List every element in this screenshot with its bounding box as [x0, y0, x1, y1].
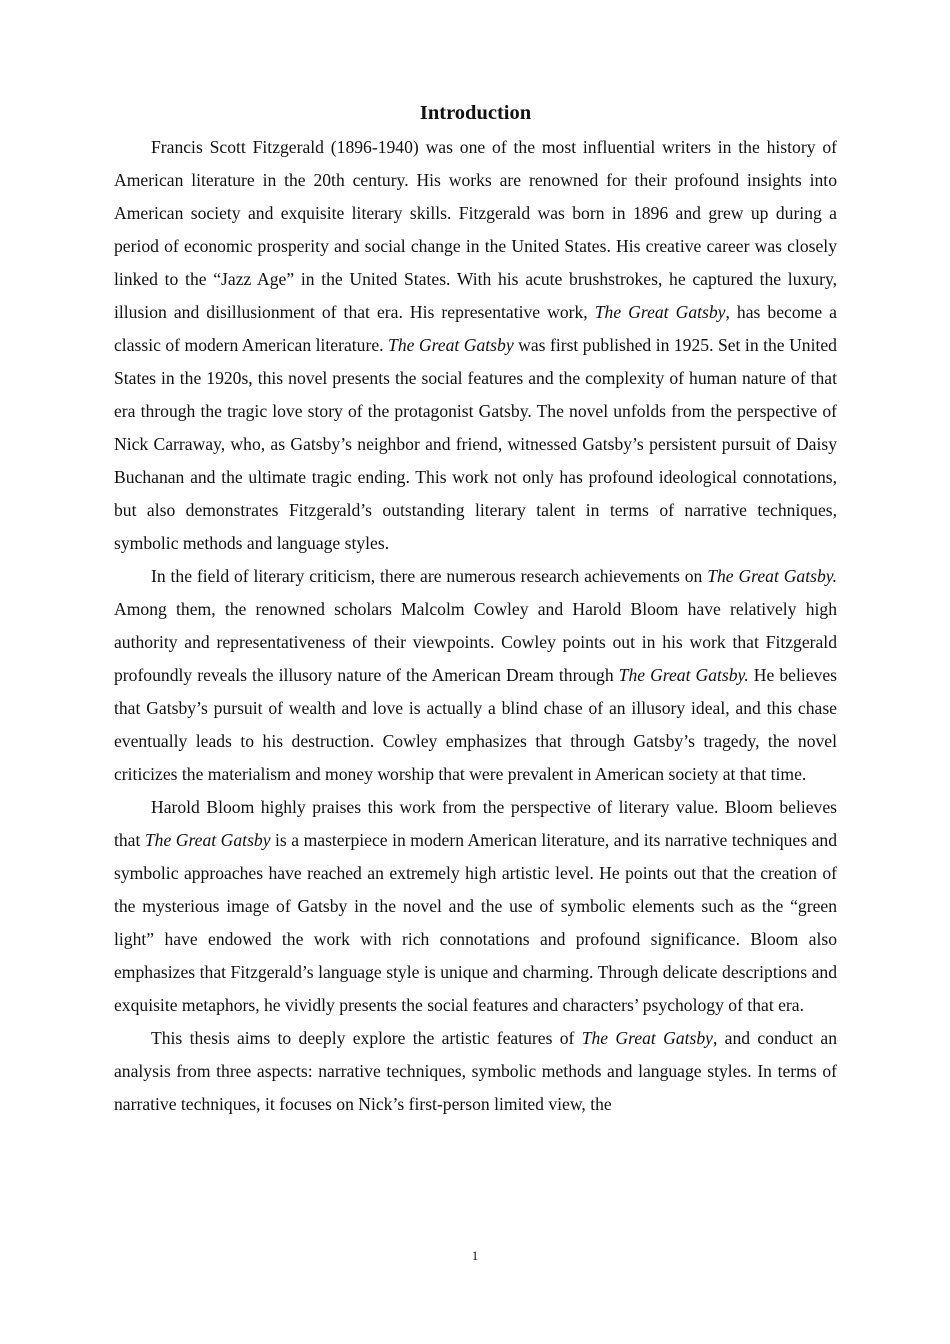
italic-title-run: The Great Gatsby	[581, 1028, 713, 1048]
italic-title-run: The Great Gatsby.	[618, 665, 749, 685]
italic-title-run: The Great Gatsby	[144, 830, 271, 850]
italic-title-run: The Great Gatsby	[594, 302, 726, 322]
body-paragraph	[114, 131, 837, 560]
page-number: 1	[471, 1248, 479, 1263]
text-run: was first published in 1925. Set in the United States in the 1920s, this novel presents the social features and the complexity of human nature of that era through the tragic love story of the protagonist Gatsby. The novel unfolds from the perspective of Nick Carraway, who, as Gatsby’s neighbor and friend, witnessed Gatsby’s persistent pursuit of Daisy Buchanan and the ultimate tragic ending. This work not only has profound ideological connotations, but also demonstrates Fitzgerald’s outstanding literary talent in terms of narrative techniques, symbolic methods and language styles.	[114, 335, 837, 553]
italic-title-run: The Great Gatsby	[388, 335, 514, 355]
text-run: , and conduct an analysis from three aspects: narrative techniques, symbolic methods and language styles. In terms of narrative techniques, it focuses on Nick’s first-person limited view, the	[114, 1028, 837, 1114]
body-paragraph	[114, 560, 837, 791]
text-run: , has become a classic of modern American literature.	[114, 302, 837, 355]
section-title: Introduction	[419, 102, 532, 124]
text-run: is a masterpiece in modern American literature, and its narrative techniques and symbolic approaches have reached an extremely high artistic level. He points out that the creation of the mysterious image of Gatsby in the novel and the use of symbolic elements such as the “green light” have endowed the work with rich connotations and profound significance. Bloom also emphasizes that Fitzgerald’s language style is unique and charming. Through delicate descriptions and exquisite metaphors, he vividly presents the social features and characters’ psychology of that era.	[114, 830, 837, 1015]
body-paragraph	[114, 791, 837, 1022]
text-run: Francis Scott Fitzgerald (1896-1940) was one of the most influential writers in the history of American literature in the 20th century. His works are renowned for their profound insights into American society and exquisite literary skills. Fitzgerald was born in 1896 and grew up during a period of economic prosperity and social change in the United States. His creative career was closely linked to the “Jazz Age” in the United States. With his acute brushstrokes, he captured the luxury, illusion and disillusionment of that era. His representative work,	[114, 137, 837, 322]
italic-title-run: The Great Gatsby.	[707, 566, 837, 586]
text-run: In the field of literary criticism, there are numerous research achievements on	[151, 566, 708, 586]
text-run: This thesis aims to deeply explore the artistic features of	[151, 1028, 582, 1048]
text-run: He believes that Gatsby’s pursuit of wealth and love is actually a blind chase of an illusory ideal, and this chase eventually leads to his destruction. Cowley emphasizes that through Gatsby’s tragedy, the novel criticizes the materialism and money worship that were prevalent in American society at that time.	[114, 665, 837, 784]
body-paragraph	[114, 1022, 837, 1121]
paragraph-list	[114, 131, 837, 1121]
text-run: Among them, the renowned scholars Malcolm Cowley and Harold Bloom have relatively high authority and representativeness of their viewpoints. Cowley points out in his work that Fitzgerald profoundly reveals the illusory nature of the American Dream through	[114, 599, 837, 685]
page-content	[114, 98, 837, 1121]
text-run: Harold Bloom highly praises this work from the perspective of literary value. Bloom believes that	[114, 797, 837, 850]
